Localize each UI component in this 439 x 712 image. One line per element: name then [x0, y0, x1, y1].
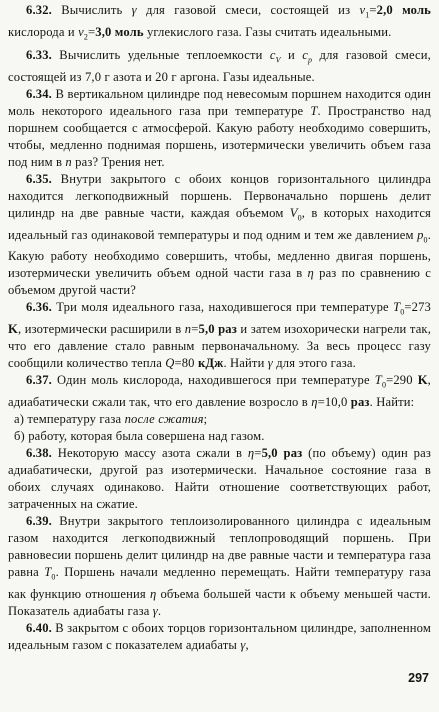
problem-text: Некоторую массу азота сжали в η=5,0 раз (по объему) один раз адиабатически, другой раз изотермически. Начальное состояние газа в обоих случаях одинаково. Найти отношение соответствующих работ, затраченных на сжатие. — [8, 445, 431, 511]
problem-6-35 — [8, 171, 431, 299]
problem-6-40 — [8, 620, 431, 654]
problem-number: 6.40. — [26, 620, 52, 635]
problem-text: Внутри закрытого теплоизолированного цилиндра с идеальным газом находится легкоподвижный теплопроводящий поршень. При равновесии поршень делит цилиндр на две равные части и температура газа равна $T_0$. Поршень начали медленно перемещать. Найти температуру газа как функцию отношения η объема большей части к объему меньшей части. Показатель адиабаты газа γ. — [8, 513, 431, 618]
problem-number: 6.35. — [26, 171, 52, 186]
problem-text: Три моля идеального газа, находившегося при температуре $T_0=273$ K, изотермически расширили в n=5,0 раз и затем изохорически нагрели так, что его давление стало равным первоначальному. За весь процесс газу сообщили количество тепла Q=80 кДж. Найти γ для этого газа. — [8, 300, 432, 370]
problem-text: Один моль кислорода, находившегося при температуре $T_0=290$ K, адиабатически сжали так, что его давление возросло в η=10,0 раз. Найти: — [8, 373, 431, 409]
problem-number: 6.33. — [26, 48, 52, 63]
problem-6-36 — [8, 299, 431, 372]
subitem-a: а) температуру газа после сжатия; — [14, 411, 208, 426]
problem-text: Вычислить удельные теплоемкости $c_V$ и $c_p$ для газовой смеси, состоящей из 7,0 г азота и 20 г аргона. Газы идеальные. — [8, 48, 431, 84]
problem-number: 6.37. — [26, 373, 52, 388]
problem-number: 6.38. — [26, 445, 52, 460]
problem-6-37 — [8, 372, 431, 411]
problem-text: Вычислить γ для газовой смеси, состоящей из $\nu_1=2,0$ моль кислорода и $\nu_2=3,0$ моль углекислого газа. Газы считать идеальными. — [8, 3, 431, 42]
problem-6-33 — [8, 47, 431, 86]
subitem-b: б) работу, которая была совершена над газом. — [14, 428, 265, 443]
problem-6-39 — [8, 513, 431, 620]
problem-list — [8, 2, 431, 654]
problem-text: В закрытом с обоих торцов горизонтальном цилиндре, заполненном идеальным газом с показателем адиабаты γ, — [8, 620, 431, 652]
problem-text: В вертикальном цилиндре под невесомым поршнем находится один моль некоторого идеального газа при температуре T. Пространство над поршнем сообщается с атмосферой. Какую работу необходимо совершить, чтобы, медленно поднимая поршень, изотермически увеличить объем газа под ним в n раз? Трения нет. — [8, 86, 431, 169]
problem-number: 6.36. — [26, 300, 52, 315]
problem-number: 6.39. — [26, 513, 52, 528]
problem-number: 6.34. — [26, 86, 52, 101]
page-number: 297 — [408, 671, 429, 685]
problem-6-38 — [8, 445, 431, 513]
problem-number: 6.32. — [26, 3, 52, 17]
problem-6-34 — [8, 86, 431, 171]
problem-6-32 — [8, 2, 431, 45]
problem-text: Внутри закрытого с обоих концов горизонтального цилиндра находится легкоподвижный поршень. Первоначально поршень делит цилиндр на две равные части, каждая объемом $V_0$, в которых находится идеальный газ одинаковой температуры и под одним и тем же давлением $p_0$. Какую работу необходимо совершить, чтобы, медленно двигая поршень, изотермически увеличить объем одной части газа в η раз по сравнению с объемом другой части? — [8, 171, 431, 298]
